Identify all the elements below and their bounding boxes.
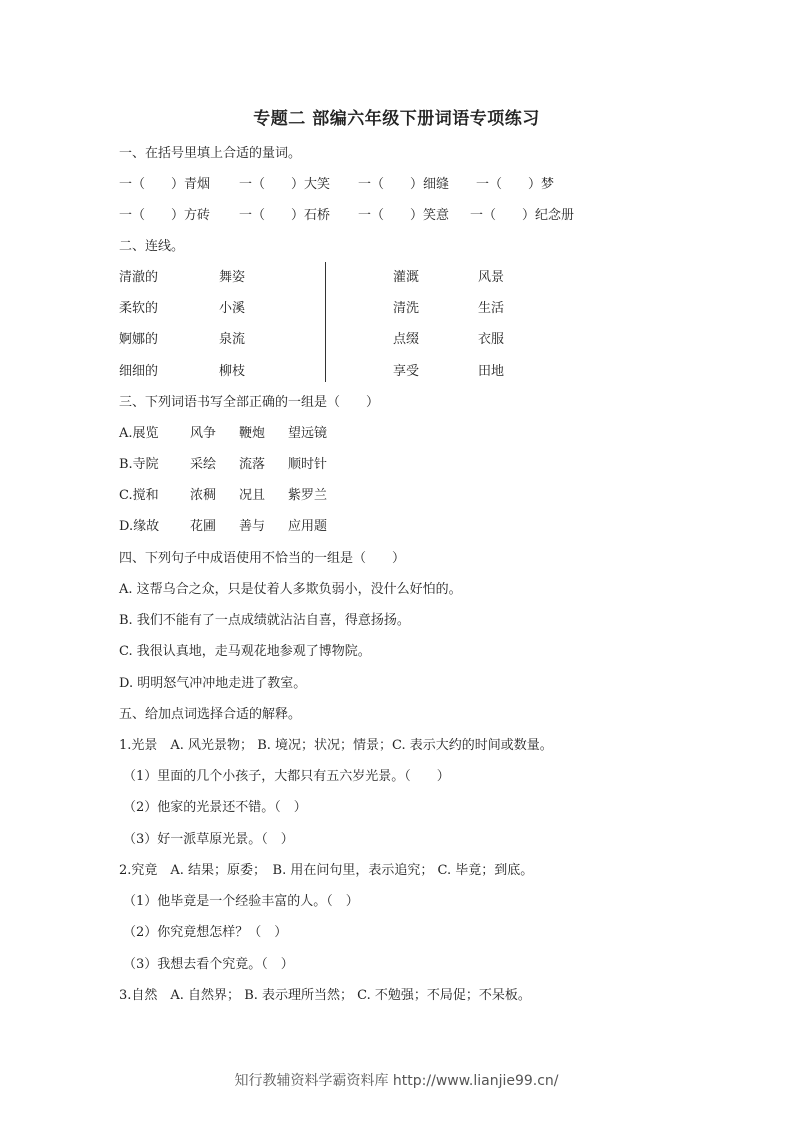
sentence-option: B. 我们不能有了一点成绩就沾沾自喜，得意扬扬。 [119,613,410,628]
measure-word-item: 一（ ）石桥 [239,208,331,223]
section-2-heading: 二、连线。 [119,239,185,254]
match-left-word: 清洗 [393,301,420,316]
measure-word-item: 一（ ）笑意 [358,208,450,223]
option-word: 浓稠 [190,488,217,503]
measure-word-item: 一（ ）青烟 [119,177,211,192]
question-2: 2.究竟 A. 结果；原委； B. 用在问句里，表示追究； C. 毕竟；到底。 [119,863,534,878]
match-right-word: 衣服 [478,332,505,347]
option-word: 鞭炮 [239,426,266,441]
matching-divider [325,262,326,382]
match-right-word: 小溪 [219,301,246,316]
section-5-heading: 五、给加点词选择合适的解释。 [119,707,302,722]
option-word: 花圃 [190,519,217,534]
match-left-word: 灌溉 [393,270,420,285]
option-word: 采绘 [190,457,217,472]
option-label: D.缘故 [119,519,160,534]
page-title: 专题二 部编六年级下册词语专项练习 [253,109,540,129]
option-word: 应用题 [288,519,328,534]
option-word: 流落 [239,457,266,472]
match-right-word: 柳枝 [219,364,246,379]
question-1: 1.光景 A. 风光景物； B. 境况；状况；情景；C. 表示大约的时间或数量。 [119,738,553,753]
match-right-word: 田地 [478,364,505,379]
match-left-word: 细细的 [119,364,159,379]
match-left-word: 点缀 [393,332,420,347]
question-3: 3.自然 A. 自然界； B. 表示理所当然； C. 不勉强；不局促；不呆板。 [119,988,531,1003]
measure-word-item: 一（ ）纪念册 [470,208,575,223]
measure-word-item: 一（ ）梦 [476,177,555,192]
question-2-sub: （3）我想去看个究竟。（ ） [123,957,294,972]
option-word: 善与 [239,519,266,534]
match-right-word: 舞姿 [219,270,246,285]
section-1-heading: 一、在括号里填上合适的量词。 [119,146,302,161]
match-left-word: 享受 [393,364,420,379]
option-label: C.搅和 [119,488,159,503]
match-left-word: 婀娜的 [119,332,159,347]
option-word: 况且 [239,488,266,503]
option-word: 顺时针 [288,457,328,472]
option-label: A.展览 [119,426,159,441]
match-right-word: 生活 [478,301,505,316]
match-left-word: 清澈的 [119,270,159,285]
option-word: 紫罗兰 [288,488,328,503]
question-1-sub: （1）里面的几个小孩子，大都只有五六岁光景。（ ） [123,769,450,784]
section-4-heading: 四、下列句子中成语使用不恰当的一组是（ ） [119,551,406,566]
match-right-word: 风景 [478,270,505,285]
option-label: B.寺院 [119,457,159,472]
measure-word-item: 一（ ）大笑 [239,177,331,192]
measure-word-item: 一（ ）方砖 [119,208,211,223]
question-2-sub: （1）他毕竟是一个经验丰富的人。（ ） [123,894,359,909]
sentence-option: C. 我很认真地，走马观花地参观了博物院。 [119,644,371,659]
option-word: 风争 [190,426,217,441]
section-3-heading: 三、下列词语书写全部正确的一组是（ ） [119,395,380,410]
match-right-word: 泉流 [219,332,246,347]
footer-watermark: 知行教辅资料学霸资料库 http://www.lianjie99.cn/ [234,1073,559,1089]
question-2-sub: （2）你究竟想怎样？（ ） [123,925,288,940]
measure-word-item: 一（ ）细缝 [358,177,450,192]
option-word: 望远镜 [288,426,328,441]
question-1-sub: （3）好一派草原光景。（ ） [123,832,294,847]
sentence-option: D. 明明怒气冲冲地走进了教室。 [119,676,307,691]
match-left-word: 柔软的 [119,301,159,316]
question-1-sub: （2）他家的光景还不错。（ ） [123,800,307,815]
sentence-option: A. 这帮乌合之众，只是仗着人多欺负弱小，没什么好怕的。 [119,582,462,597]
